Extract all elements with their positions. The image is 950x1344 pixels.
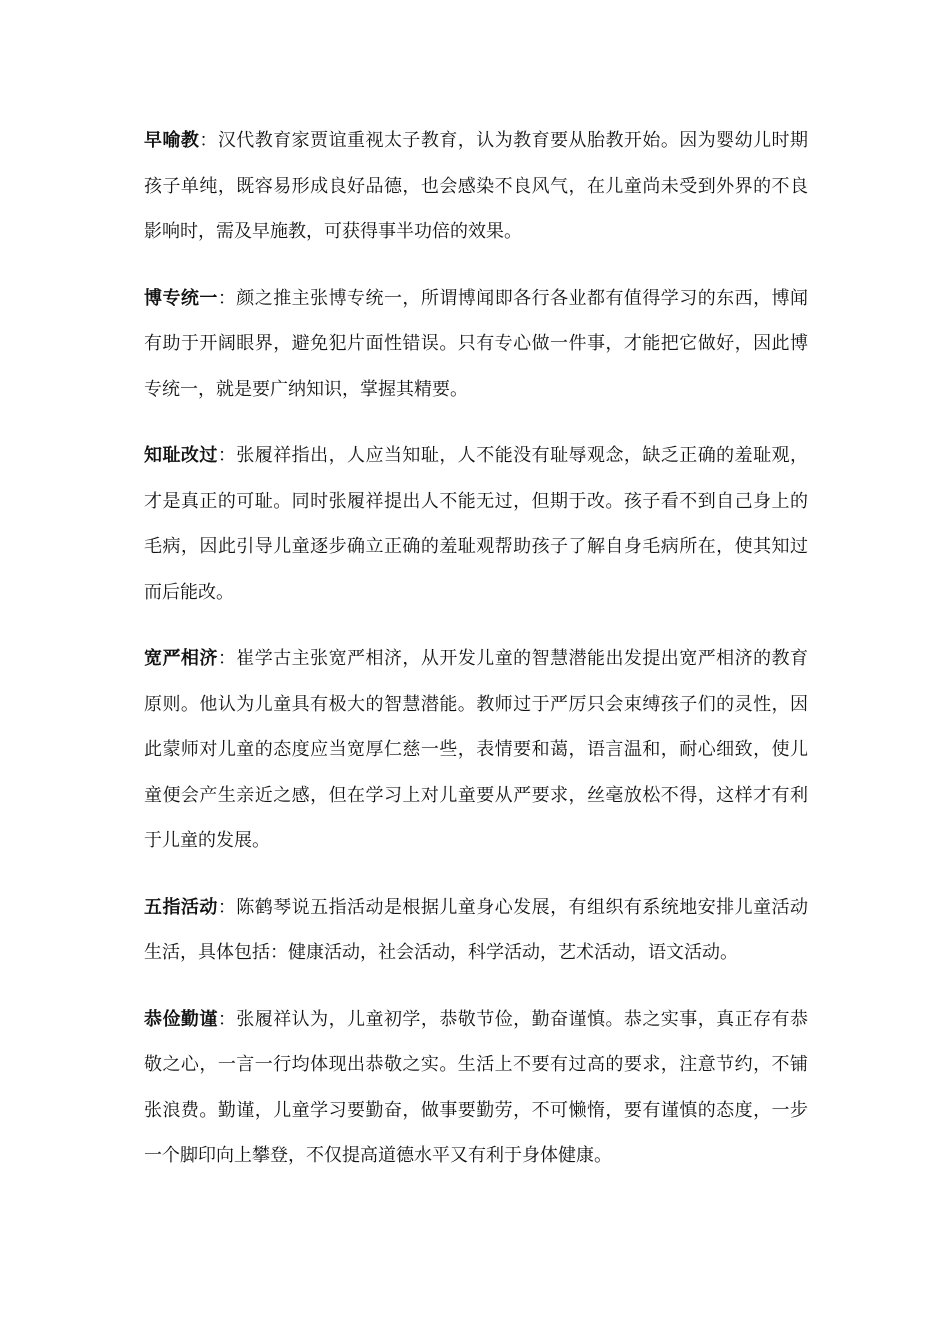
entry-separator: ： (217, 896, 237, 918)
entry-zhichi-gaiguo (144, 433, 808, 615)
entry-term: 早喻教 (144, 130, 200, 151)
entry-text: 汉代教育家贾谊重视太子教育，认为教育要从胎教开始。因为婴幼儿时期孩子单纯，既容易形成良好品德，也会感染不良风气，在儿童尚未受到外界的不良影响时，需及早施教，可获得事半功倍的效果。 (144, 130, 809, 242)
entry-bozhuan-tongyi (144, 276, 808, 413)
entry-text: 颜之推主张博专统一，所谓博闻即各行各业都有值得学习的东西，博闻有助于开阔眼界，避免犯片面性错误。只有专心做一件事，才能把它做好，因此博专统一，就是要广纳知识，掌握其精要。 (144, 287, 809, 400)
entry-term: 博专统一 (144, 287, 218, 309)
entry-zaoyujiao (144, 118, 808, 255)
entry-separator: ： (199, 130, 218, 151)
entry-text: 陈鹤琴说五指活动是根据儿童身心发展，有组织有系统地安排儿童活动生活，具体包括：健康活动，社会活动，科学活动，艺术活动，语文活动。 (144, 896, 809, 963)
entry-separator: ： (217, 445, 237, 466)
entry-separator: ： (217, 648, 237, 669)
entry-term: 知耻改过 (144, 445, 218, 466)
entry-term: 宽严相济 (144, 648, 218, 669)
entry-term: 恭俭勤谨 (144, 1008, 218, 1030)
entry-wuzhi-huodong (144, 885, 808, 976)
entry-text: 张履祥指出，人应当知耻，人不能没有耻辱观念，缺乏正确的羞耻观，才是真正的可耻。同时张履祥提出人不能无过，但期于改。孩子看不到自己身上的毛病，因此引导儿童逐步确立正确的羞耻观帮助孩子了解自身毛病所在，使其知过而后能改。 (144, 445, 809, 603)
entry-separator: ： (217, 1008, 237, 1030)
entry-text: 崔学古主张宽严相济，从开发儿童的智慧潜能出发提出宽严相济的教育原则。他认为儿童具有极大的智慧潜能。教师过于严厉只会束缚孩子们的灵性，因此蒙师对儿童的态度应当宽厚仁慈一些，表情要和蔼，语言温和，耐心细致，使儿童便会产生亲近之感，但在学习上对儿童要从严要求，丝毫放松不得，这样才有利于儿童的发展。 (144, 648, 809, 851)
entry-separator: ： (217, 287, 237, 309)
entry-text: 张履祥认为，儿童初学，恭敬节俭，勤奋谨慎。恭之实事，真正存有恭敬之心，一言一行均体现出恭敬之实。生活上不要有过高的要求，注意节约，不铺张浪费。勤谨，儿童学习要勤奋，做事要勤劳，不可懒惰，要有谨慎的态度，一步一个脚印向上攀登，不仅提高道德水平又有利于身体健康。 (144, 1008, 809, 1166)
entry-gongjian-qinjin (144, 997, 808, 1179)
entry-term: 五指活动 (144, 896, 218, 918)
entry-kuanyan-xiangji (144, 636, 808, 864)
entry-list (144, 118, 808, 1200)
